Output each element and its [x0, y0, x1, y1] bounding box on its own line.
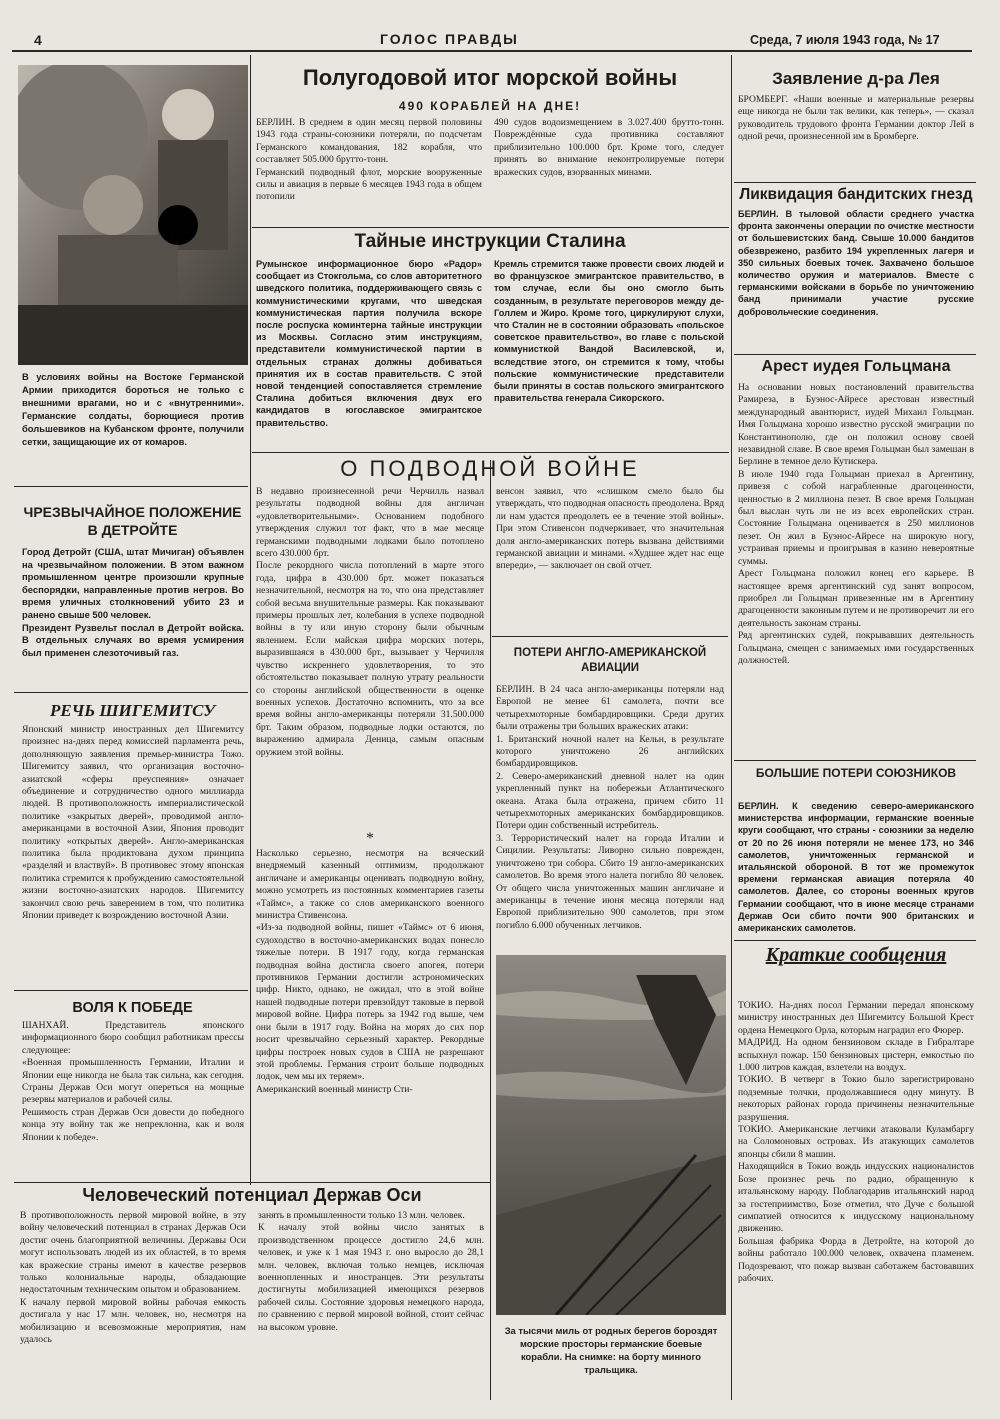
column-rule	[731, 55, 732, 1400]
brief-title: Краткие сообщения	[765, 944, 947, 966]
submarine-col2: венсон заявил, что «слишком смело было бы утверждать, что подводная опасность преодолена. Вряд ли нам удастся преодолеть ее в течение этой войны». При этом Стивенсон подчеркивает, что значительная доля англо-американских потерь вызвана действиями германской авиации и минами. «Худшее ждет нас еще впереди», — заключает он свой отчет.	[496, 486, 724, 572]
rule	[14, 990, 248, 991]
shigemitsu-title: РЕЧЬ ШИГЕМИТСУ	[49, 701, 216, 720]
page-number: 4	[34, 32, 43, 48]
ley-body: БРОМБЕРГ. «Наши военные и материальные резервы еще никогда не были так велики, как теперь», — сказал руководитель трудового фронта Германии доктор Лей в одной речи, произнесенной им в Бромберге.	[738, 94, 974, 143]
stalin-col1: Румынское информационное бюро «Радор» сообщает из Стокгольма, со слов авторитетного шведского политика, поддерживающего связь с коммунистическими кругами, что шведская коммунистическая партия получила вскоре после роспуска коминтерна тайные инструкции из Москвы. Согласно этим инструкциям, представители коммунистической партии в отдельных странах должны добиваться принятия их в состав правительств. С этой новой тенденцией сопоставляется стремление Сталина добиться включения двух его кандидатов в югославское эмигрантское правительство.	[256, 259, 482, 428]
rule	[492, 636, 728, 637]
issue-info: Среда, 7 июля 1943 года, № 17	[750, 33, 940, 47]
victory-title: ВОЛЯ К ПОБЕДЕ	[72, 1000, 193, 1016]
detroit-body: Город Детройт (США, штат Мичиган) объявлен на чрезвычайном положении. В этом важном промышленном центре произошли крупные беспорядки, направленные против негров. Во время уличных столкновений убито 23 и ранено свыше 500 человек. Президент Рузвельт послал в Детройт войска. В отдельных случаях во время усмирения был применен слезоточивый газ.	[22, 546, 244, 658]
rule	[14, 486, 248, 487]
rule	[734, 940, 976, 941]
victory-body: ШАНХАЙ. Представитель японского информационного бюро сообщил работникам прессы следующее: «Военная промышленность Германии, Италии и Японии еще никогда не была так сильна, как сегодня. Страны Держав Оси могут опереться на мощные резервы материалов и рабочей силы. Решимость стран Держав Оси довести до победного конца эту войну так же непреклонна, как и воля Японии к победе».	[22, 1020, 244, 1143]
rule	[252, 227, 729, 228]
rule	[14, 1182, 490, 1183]
allies-losses-body: БЕРЛИН. К сведению северо-американского министерства информации, германские военные круги сообщают, что страны - союзники за неделю от 20 по 26 июня потеряли не менее 173, но 346 самолетов, уничтоженных германской и итальянской обороной. В тот же промежуток времени германская авиация потеряла 40 самолетов. Далее, со стороны военных кругов Германии сообщают, что в июне месяце странами Держав Оси сбито почти 900 британских и американских самолетов.	[738, 801, 974, 934]
naval-col1: БЕРЛИН. В среднем в один месяц первой половины 1943 года страны-союзники потеряли, по подсчетам Германского командования, 182 корабля, что составляет 505.000 брутто-тонн. Германский подводный флот, морские вооруженные силы и авиация в первые 6 месяцев 1943 года в общем потопили	[256, 117, 482, 203]
allies-losses-title: БОЛЬШИЕ ПОТЕРИ СОЮЗНИКОВ	[755, 766, 957, 780]
losses-body: БЕРЛИН. В 24 часа англо-американцы потеряли над Европой не менее 61 самолета, почти все четырехмоторные бомбардировщики. Среди других были отражены три больших вражеских атаки: 1. Британский ночной налет на Кельн, в результате которого уничтожено 26 английских бомбардировщиков. 2. Северо-американский дневной налет на один укрепленный пункт на побережьи Атлантического океана. Атака была отражена, причем сбито 11 четырехмоторных американских бомбардировщиков. Потери один собственный истребитель. 3. Террористический налет на города Италии и Сицилии. Результаты: Ливорно сильно поврежден, уничтожено три собора. Сбито 19 англо-американских самолетов. Во время этого налета погибло 80 человек. От общего числа уничтоженных машин англичане и американцы в течение июня месяца потеряли над Европой приблизительно 900 самолетов, при этом погибло 6.000 обученных летчиков.	[496, 684, 724, 931]
detroit-title: ЧРЕЗВЫЧАЙНОЕ ПОЛОЖЕНИЕ В ДЕТРОЙТЕ	[23, 504, 242, 538]
column-rule	[490, 460, 491, 1400]
header-rule	[12, 50, 972, 52]
rule	[734, 760, 976, 761]
newspaper-title: ГОЛОС ПРАВДЫ	[380, 31, 519, 47]
potential-col2: занять в промышленности только 13 млн. человек. К началу этой войны число занятых в производственном процессе достигло 24,6 млн. человек, и уже к 1 мая 1943 г. оно выросло до 28,1 млн. человек, включая только немцев, исключая военнопленных и иностранцев. Эти результаты достигнуты мобилизацией имеющихся резервов рабочей силы. Состояние здоровья немецкого народа, по сравнению с первой мировой войной, стоит сейчас на высоком уровне.	[258, 1210, 484, 1333]
potential-col1: В противоположность первой мировой войне, в эту войну человеческий потенциал в странах Держав Оси достиг очень благоприятной величины. Державы Оси могут использовать людей из их областей, в то время как вражеские страны имеют в качестве резервов только колониальные народы, обладающие недостаточным техническим опытом и образованием. К началу первой мировой войны рабочая емкость достигала у нас 17 млн. человек, но, несмотря на мобилизацию и всевозможные мероприятия, нам удалось	[20, 1210, 246, 1346]
potential-title: Человеческий потенциал Держав Оси	[82, 1185, 422, 1205]
submarine-col1b: Насколько серьезно, несмотря на всяческий внедряемый казенный оптимизм, продолжают англичане и американцы оценивать подводную войну, можно усмотреть из постоянных комментариев газеты «Таймс», а также со слов американского военного министра Стивенсона. «Из-за подводной войны, пишет «Таймс» от 6 июня, судоходство в восточно-американских водах понесло тяжелые потери. В 1917 году, когда германская подводная война достигла своего апогея, потери противников Германии достигли астрономических цифр. Никто, однако, не ожидал, что в этой войне нашей подводные потери превзойдут таковые в первой мировой войне. Цифра потерь за 1942 год выше, чем они были в 1917 году. Война на морях до сих пор носит чрезвычайно серьезный характер. Рекордные цифры построек новых судов в США не разрешают этой проблемы. Германия строит больше подводных лодок, чем мы их теряем». Американский военный министр Сти-	[256, 848, 484, 1095]
photo2-caption: За тысячи миль от родных берегов бороздят морские просторы германские боевые корабли. На снимке: на борту минного тральщика.	[504, 1325, 718, 1375]
rule	[734, 354, 976, 355]
goltsman-title: Арест иудея Гольцмана	[761, 358, 951, 375]
stalin-title: Тайные инструкции Сталина	[354, 231, 626, 252]
shigemitsu-body: Японский министр иностранных дел Шигемитсу произнес на-днях перед комиссией парламента речь, дополняющую заявления премьер-министра Тожо. Шигемитсу заявил, что организация восточно-азиатской «сферы преуспеяния» означает объединение и сотрудничество одного миллиарда людей. В противоположность империалистической политике «закрытых дверей», проводимой англо-американцами в восточной Азии, Япония проводит политику «открытых дверей». Англо-американская политика была продиктована духом принципа «разделяй и властвуй». В противовес этому японская политика стремится к пробуждению самостоятельной жизни восточно-азиатских народов. Шигемитсу закончил свою речь заверением в том, что политика Японии приведет к возрождению восточной Азии.	[22, 724, 244, 922]
separator-star: *	[366, 830, 374, 847]
column-rule	[250, 55, 251, 1185]
goltsman-body: На основании новых постановлений правительства Рамиреза, в Буэнос-Айресе арестован известный международный авантюрист, иудей Михаил Гольцман. Имя Гольцмана хорошо известно русской эмиграции по Константинополю, где он положил основу своей незавидной славе. В свое время Гольцман был замешан в Берлине в темное дело Кутискера. В июле 1940 года Гольцман приехал в Аргентину, привезя с собой награбленные драгоценности, ценностью в 2 миллиона пезет. В свое время Гольцман был выслан чуть ли не из всех европейских стран. Состояние Гольцмана оценивается в 250 миллионов пезет. Он жил в Буэнос-Айресе на широкую ногу, устраивая приемы и проигрывая в казино невероятные суммы. Арест Гольцмана положил конец его карьере. В настоящее время аргентинский суд занят вопросом, приобрел ли Гольцман привезенные им в Аргентину драгоценности законным путем и не противоречит ли его деятельность законам страны. Ряд аргентинских судей, покрывавших деятельность Гольцмана, смещен с занимаемых ими государственных должностей.	[738, 382, 974, 666]
rule	[14, 692, 248, 693]
naval-subtitle: 490 КОРАБЛЕЙ НА ДНЕ!	[398, 99, 582, 113]
submarine-title: О ПОДВОДНОЙ ВОЙНЕ	[340, 456, 640, 481]
stalin-col2: Кремль стремится также провести своих людей и во французское эмигрантское правительство, в том случае, если бы оно смогло быть созданным, в результате переговоров между де-Голлем и Жиро. Кроме того, циркулируют слухи, что Сталин не в состоянии образовать «польское советское правительство», во главе с польской коммунисткой Вандой Василевской, и, вследствие этого, он стремится к тому, чтобы польские коммунистические представители были приняты в состав польского эмигрантского правительства генерала Сикорского.	[494, 259, 724, 404]
ley-title: Заявление д-ра Лея	[772, 69, 940, 88]
naval-col2: 490 судов водоизмещением в 3.027.400 брутто-тонн. Повреждённые суда противника составляют приблизительно 100.000 брт. Кроме того, следует принять во внимание неконтролируемые потери вражеских судов, взорванных минами.	[494, 117, 724, 178]
naval-title: Полугодовой итог морской войны	[302, 65, 678, 90]
bandits-body: БЕРЛИН. В тыловой области среднего участка фронта закончены операции по очистке местности от большевистских банд. Свыше 10.000 бандитов обезврежено, разбито 194 укрепленных лагеря и 350 сильных боевых точек. Захвачено большое количество оружия и материалов. Вместе с германскими войсками в борьбе по уничтожению банд принимали участие русские добровольческие соединения.	[738, 209, 974, 317]
brief-body: ТОКИО. На-днях посол Германии передал японскому министру иностранных дел Шигемитсу Большой Крест ордена Немецкого Орла, которым наградил его Фюрер. МАДРИД. На одном бензиновом складе в Гибралтаре вспыхнул пожар. 150 бензиновых цистерн, емкостью по 1.000 литров каждая, взлетели на воздух. ТОКИО. В четверг в Токио было зарегистрировано подземные толчки, продолжавшиеся одну минуту. В некоторых районах города причинены незначительные разрушения. ТОКИО. Американские летчики атаковали Куламбаргу на Соломоновых островах. Из атакующих самолетов японцы сбили 8 машин. Находящийся в Токио вождь индусских националистов Бозе произнес речь по радио, обращенную к итальянскому народу. Поблагодарив итальянский народ за гостеприимство, Бозе отметил, что Дуче с большой симпатией относится к индусскому национальному движению. Большая фабрика Форда в Детройте, на которой до войны работало 100.000 человек, охвачена пламенем. Подозревают, что пожар вызван саботажем бастовавших рабочих.	[738, 1000, 974, 1284]
submarine-col1: В недавно произнесенной речи Черчилль назвал результаты подводной войны для англичан «удовлетворительными». Основанием подобного утверждения служил тот факт, что в мае месяце германскими подводными лодками было потоплено всего 430.000 брт. После рекордного числа потоплений в марте этого года, цифра в 430.000 брт. может показаться незначительной, несмотря на то, что она представляет собой весьма внушительные размеры. Как показывают примеры прошлых лет, колебания в успехе подводной войны в ту или иную сторону были обычным явлением. Если майская цифра морских потерь, выразившаяся в 430.000 брт., вызывает у Черчилля чувство искреннего удовлетворения, то это обстоятельство показывает полную утрату реальности со стороны английской общественности в оценке военных успехов. Достаточно вспомнить, что за все время войны англо-американцы потеряли 31.500.000 брт. Таким образом, подводные лодки остаются, по выражению адмирала Деница, самым опасным оружием этой войны.	[256, 486, 484, 758]
losses-title: ПОТЕРИ АНГЛО-АМЕРИКАНСКОЙ АВИАЦИИ	[513, 647, 707, 674]
minesweeper-photo	[496, 955, 726, 1315]
photo1-caption: В условиях войны на Востоке Германской Армии приходится бороться не только с внешними врагами, но и с «внутренними». Германские солдаты, борющиеся против большевиков на Кубанском фронте, получили сетки, защищающие их от комаров.	[22, 371, 244, 447]
rule	[252, 452, 729, 453]
soldiers-photo	[18, 65, 248, 365]
bandits-title: Ликвидация бандитских гнезд	[739, 186, 973, 203]
rule	[734, 182, 976, 183]
